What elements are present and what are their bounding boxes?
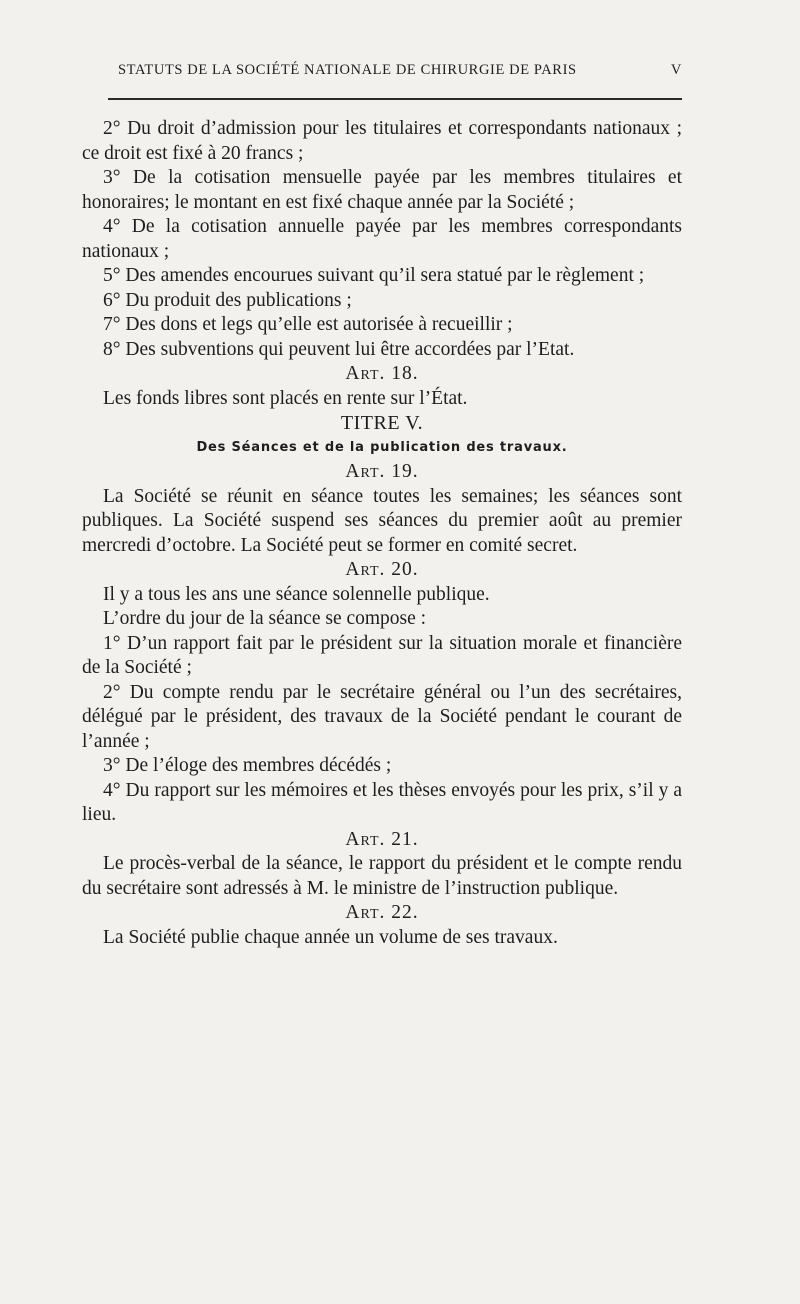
titre-heading: TITRE V. [340,412,424,434]
article-19-text: La Société se réunit en séance toutes les semaines; les séances sont publiques. La Société suspend ses séances du premier août au premier mercredi d’octobre. La Société peut se former en comité secret. [82,485,682,556]
article-21-text: Le procès-verbal de la séance, le rapport du président et le compte rendu du secrétaire sont adressés à M. le ministre de l’instruction publique. [82,853,682,899]
article-20-paragraph: 2° Du compte rendu par le secrétaire général ou l’un des secrétaires, délégué par le président, des travaux de la Société pendant le courant de l’année ; [82,681,682,752]
article-20-paragraph: 3° De l’éloge des membres décédés ; [103,755,392,776]
running-head [118,62,682,79]
page-number: V [670,62,682,78]
running-head-title: STATUTS DE LA SOCIÉTÉ NATIONALE DE CHIRURGIE DE PARIS [118,62,577,78]
article-20-paragraph: 1° D’un rapport fait par le président sur la situation morale et financière de la Société ; [82,632,682,678]
body-text [82,117,682,950]
article-18-text: Les fonds libres sont placés en rente sur l’État. [103,387,468,409]
titre-subtitle: Des Séances et de la publication des travaux. [196,439,568,455]
article-22-text: La Société publie chaque année un volume de ses travaux. [103,926,558,948]
paragraph-amendes: 5° Des amendes encourues suivant qu’il sera statué par le règlement ; [103,265,645,286]
article-18-heading: Art. 18. [345,363,419,384]
paragraph-cotisation-mensuelle: 3° De la cotisation mensuelle payée par les membres titulaires et honoraires; le montant en est fixé chaque année par la Société ; [82,167,682,213]
article-20-paragraph: Il y a tous les ans une séance solennelle publique. [103,583,490,605]
article-22-heading: Art. 22. [345,902,419,923]
paragraph-droit-admission: 2° Du droit d’admission pour les titulaires et correspondants nationaux ; ce droit est fixé à 20 francs ; [82,118,682,164]
paragraph-subventions: 8° Des subventions qui peuvent lui être accordées par l’Etat. [103,338,575,360]
paragraph-cotisation-annuelle: 4° De la cotisation annuelle payée par les membres correspondants nationaux ; [82,216,682,262]
header-rule [108,98,682,100]
article-20-paragraph: L’ordre du jour de la séance se compose : [103,608,427,629]
article-20-paragraph: 4° Du rapport sur les mémoires et les thèses envoyés pour les prix, s’il y a lieu. [82,779,682,825]
paragraph-produit-publications: 6° Du produit des publications ; [103,289,352,311]
paragraph-dons-legs: 7° Des dons et legs qu’elle est autorisée à recueillir ; [103,314,513,335]
article-20-heading: Art. 20. [345,559,419,580]
article-21-heading: Art. 21. [345,828,419,850]
article-19-heading: Art. 19. [345,461,419,482]
